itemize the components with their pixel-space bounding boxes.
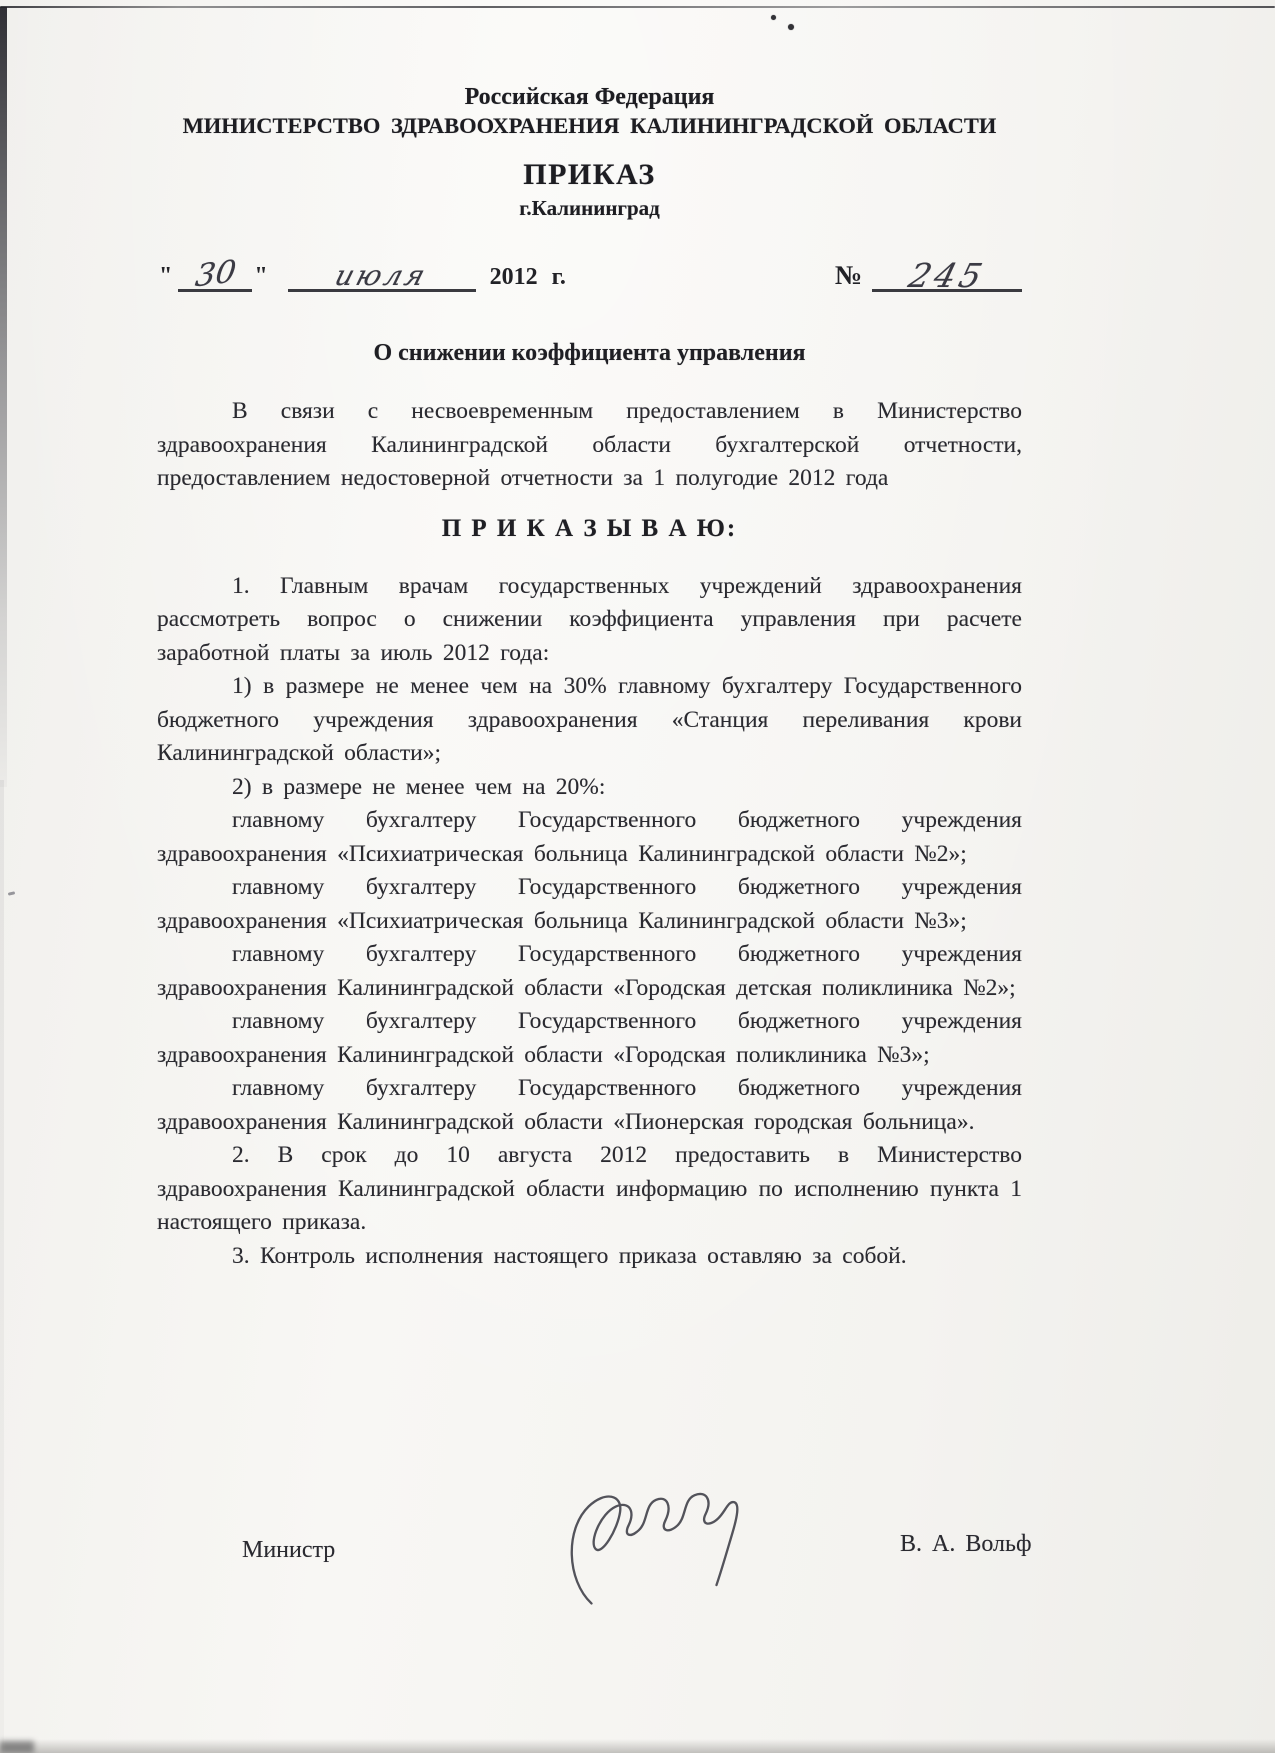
- body-paragraph: 2) в размере не менее чем на 20%:: [232, 773, 606, 800]
- number-sign: №: [834, 260, 862, 290]
- body-paragraph: 2. В срок до 10 августа 2012 предоставить в Министерство здравоохранения Калининградской области информацию по исполнению пункта 1 настоящего приказа.: [157, 1142, 1022, 1235]
- body-paragraph: 3. Контроль исполнения настоящего приказа оставляю за собой.: [232, 1242, 907, 1269]
- signature-scribble: [541, 1472, 787, 1614]
- year-label: 2012 г.: [489, 264, 566, 290]
- country-line: Российская Федерация: [464, 84, 715, 110]
- document-content: [157, 0, 1022, 1273]
- scan-edge-strip-left: [0, 7, 7, 787]
- body-paragraph: главному бухгалтеру Государственного бюджетного учреждения здравоохранения Калининградской области «Городская поликлиника №3»;: [157, 1008, 1022, 1068]
- document-type-title: ПРИКАЗ: [523, 158, 656, 191]
- day-field: [178, 253, 252, 295]
- signatory-role: Министр: [242, 1537, 336, 1563]
- handwritten-month: июля: [331, 259, 432, 292]
- body-paragraph: 1. Главным врачам государственных учреждений здравоохранения рассмотреть вопрос о снижении коэффициента управления при расчете заработной платы за июль 2012 года:: [157, 572, 1022, 666]
- close-quote: ": [254, 263, 268, 289]
- body-paragraph: главному бухгалтеру Государственного бюджетного учреждения здравоохранения «Психиатрическая больница Калининградской области №2»;: [157, 807, 1022, 867]
- order-number-field: [872, 250, 1022, 295]
- scan-edge-band-bottom: [0, 1739, 1275, 1753]
- body-paragraph: главному бухгалтеру Государственного бюджетного учреждения здравоохранения «Психиатрическая больница Калининградской области №3»;: [157, 874, 1022, 934]
- scan-edge-strip-left-faint: [0, 780, 4, 1753]
- decree-word: П Р И К А З Ы В А Ю:: [441, 514, 738, 542]
- scan-corner-artifact: [0, 1741, 34, 1753]
- scan-speck-artifact: [8, 891, 15, 895]
- body-paragraph: главному бухгалтеру Государственного бюджетного учреждения здравоохранения Калининградской области «Городская детская поликлиника №2»;: [157, 941, 1022, 1001]
- order-body: [157, 570, 1022, 1274]
- open-quote: ": [159, 263, 173, 289]
- order-subject-title: О снижении коэффициента управления: [373, 340, 806, 366]
- month-field: [288, 256, 476, 292]
- handwritten-order-number: 245: [904, 256, 990, 295]
- city-line: г.Калининград: [519, 196, 660, 220]
- preamble-paragraph: В связи с несвоевременным предоставлением в Министерство здравоохранения Калининградской области бухгалтерской отчетности, предоставлением недостоверной отчетности за 1 полугодие 2012 года: [157, 398, 1022, 491]
- body-paragraph: главному бухгалтеру Государственного бюджетного учреждения здравоохранения Калининградской области «Пионерская городская больница».: [157, 1075, 1022, 1135]
- signatory-name: В. А. Вольф: [900, 1531, 1032, 1557]
- handwritten-day: 30: [192, 253, 238, 295]
- ministry-line: МИНИСТЕРСТВО ЗДРАВООХРАНЕНИЯ КАЛИНИНГРАДСКОЙ ОБЛАСТИ: [182, 113, 997, 138]
- body-paragraph: 1) в размере не менее чем на 30% главному бухгалтеру Государственного бюджетного учреждения здравоохранения «Станция переливания крови Калининградской области»;: [157, 673, 1022, 766]
- document-header: [157, 0, 1022, 222]
- date-and-number-row: [157, 248, 1022, 295]
